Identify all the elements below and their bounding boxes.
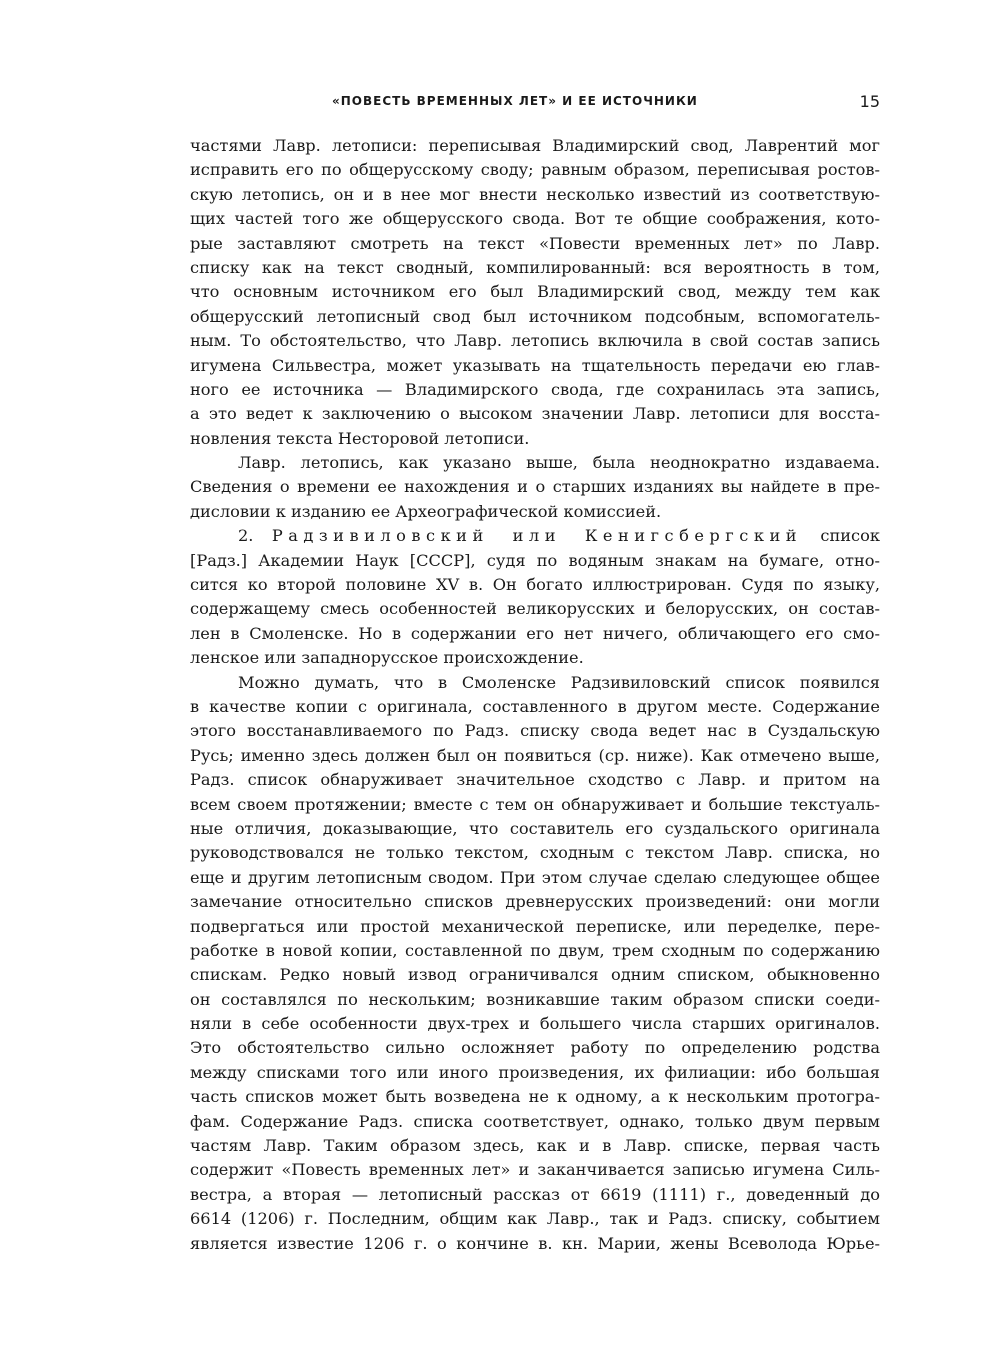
text-line: он составлялся по нескольким; возникавшие таким образом списки соеди- bbox=[190, 989, 880, 1009]
text-line: [Радз.] Академии Наук [СССР], судя по водяным знакам на бумаге, отно- bbox=[190, 550, 880, 570]
text-line: ного ее источника — Владимирского свода, где сохранилась эта запись, bbox=[190, 379, 880, 399]
text-line: работке в новой копии, составленной по двум, трем сходным по содержанию bbox=[190, 940, 880, 960]
text-line: этого восстанавливаемого по Радз. списку свода ведет нас в Суздальскую bbox=[190, 721, 880, 741]
text-line: содержащему смесь особенностей великорусских и белорусских, он состав- bbox=[190, 599, 880, 619]
text-line: всем своем протяжении; вместе с тем он обнаруживает и большие текстуаль- bbox=[190, 794, 880, 814]
page-number: 15 bbox=[859, 92, 880, 111]
paragraph-start-line: Лавр. летопись, как указано выше, была неоднократно издаваема. bbox=[238, 453, 880, 473]
text-line: рые заставляют смотреть на текст «Повести временных лет» по Лавр. bbox=[190, 233, 880, 253]
running-head bbox=[190, 92, 880, 114]
text-line: скую летопись, он и в нее мог внести несколько известий из соответствую- bbox=[190, 184, 880, 204]
text-line: руководствовался не только текстом, сходным с текстом Лавр. списка, но bbox=[190, 843, 880, 863]
text-line: игумена Сильвестра, может указывать на тщательность передачи ею глав- bbox=[190, 355, 880, 375]
text-line: Русь; именно здесь должен был он появиться (ср. ниже). Как отмечено выше, bbox=[190, 745, 880, 765]
text-line: является известие 1206 г. о кончине в. кн. Марии, жены Всеволода Юрье- bbox=[190, 1233, 880, 1253]
body-text bbox=[190, 134, 880, 1256]
text-line: фам. Содержание Радз. списка соответствует, однако, только двум первым bbox=[190, 1111, 880, 1131]
text-line: сится ко второй половине XV в. Он богато иллюстрирован. Судя по языку, bbox=[190, 575, 880, 595]
text-line: еще и другим летописным сводом. При этом случае сделаю следующее общее bbox=[190, 867, 880, 887]
text-line: исправить его по общерусскому своду; равным образом, переписывая ростов- bbox=[190, 160, 880, 180]
text-line: ные отличия, доказывающие, что составитель его суздальского оригинала bbox=[190, 818, 880, 838]
item-number: 2. bbox=[238, 526, 254, 546]
text-line: лен в Смоленске. Но в содержании его нет ничего, обличающего его смо- bbox=[190, 623, 880, 643]
text-line: 6614 (1206) г. Последним, общим как Лавр., так и Радз. списку, событием bbox=[190, 1209, 880, 1229]
text-line: часть списков может быть возведена не к одному, а к нескольким протогра- bbox=[190, 1087, 880, 1107]
text-line: щих частей того же общерусского свода. Вот те общие соображения, кото- bbox=[190, 209, 880, 229]
paragraph-start-line: Можно думать, что в Смоленске Радзивиловский список появился bbox=[238, 672, 880, 692]
running-head-title: «ПОВЕСТЬ ВРЕМЕННЫХ ЛЕТ» И ЕЕ ИСТОЧНИКИ bbox=[332, 94, 698, 108]
text-line: дисловии к изданию ее Археографической комиссией. bbox=[190, 501, 662, 521]
text-line: в качестве копии с оригинала, составленного в другом месте. Содержание bbox=[190, 696, 880, 716]
text-line: вестра, а вторая — летописный рассказ от 6619 (1111) г., доведенный до bbox=[190, 1184, 880, 1204]
text-line: замечание относительно списков древнерусских произведений: они могли bbox=[190, 892, 880, 912]
manuscript-name: Радзивиловский или Кенигсбергский bbox=[271, 526, 803, 546]
text-line: Радз. список обнаруживает значительное сходство с Лавр. и притом на bbox=[190, 770, 880, 790]
text-line: Это обстоятельство сильно осложняет работу по определению родства bbox=[190, 1038, 880, 1058]
item-2-heading-line bbox=[190, 524, 880, 548]
text-line: новления текста Несторовой летописи. bbox=[190, 428, 530, 448]
item-2-heading-rest: список bbox=[820, 526, 880, 546]
text-line: общерусский летописный свод был источником подсобным, вспомогатель- bbox=[190, 306, 880, 326]
text-line: Сведения о времени ее нахождения и о старших изданиях вы найдете в пре- bbox=[190, 477, 880, 497]
text-line: няли в себе особенности двух-трех и большего числа старших оригиналов. bbox=[190, 1014, 880, 1034]
text-line: что основным источником его был Владимирский свод, между тем как bbox=[190, 282, 880, 302]
text-line: содержит «Повесть временных лет» и заканчивается записью игумена Силь- bbox=[190, 1160, 880, 1180]
text-line: ленское или западнорусское происхождение. bbox=[190, 648, 584, 668]
text-line: подвергаться или простой механической переписке, или переделке, пере- bbox=[190, 916, 880, 936]
text-line: спискам. Редко новый извод ограничивался одним списком, обыкновенно bbox=[190, 965, 880, 985]
text-line: списку как на текст сводный, компилированный: вся вероятность в том, bbox=[190, 257, 880, 277]
text-line: частями Лавр. летописи: переписывая Владимирский свод, Лаврентий мог bbox=[190, 136, 880, 155]
text-line: а это ведет к заключению о высоком значении Лавр. летописи для восста- bbox=[190, 404, 880, 424]
text-line: между списками того или иного произведения, их филиации: ибо большая bbox=[190, 1062, 880, 1082]
text-line: ным. То обстоятельство, что Лавр. летопись включила в свой состав запись bbox=[190, 331, 880, 351]
text-line: частям Лавр. Таким образом здесь, как и в Лавр. списке, первая часть bbox=[190, 1136, 880, 1156]
